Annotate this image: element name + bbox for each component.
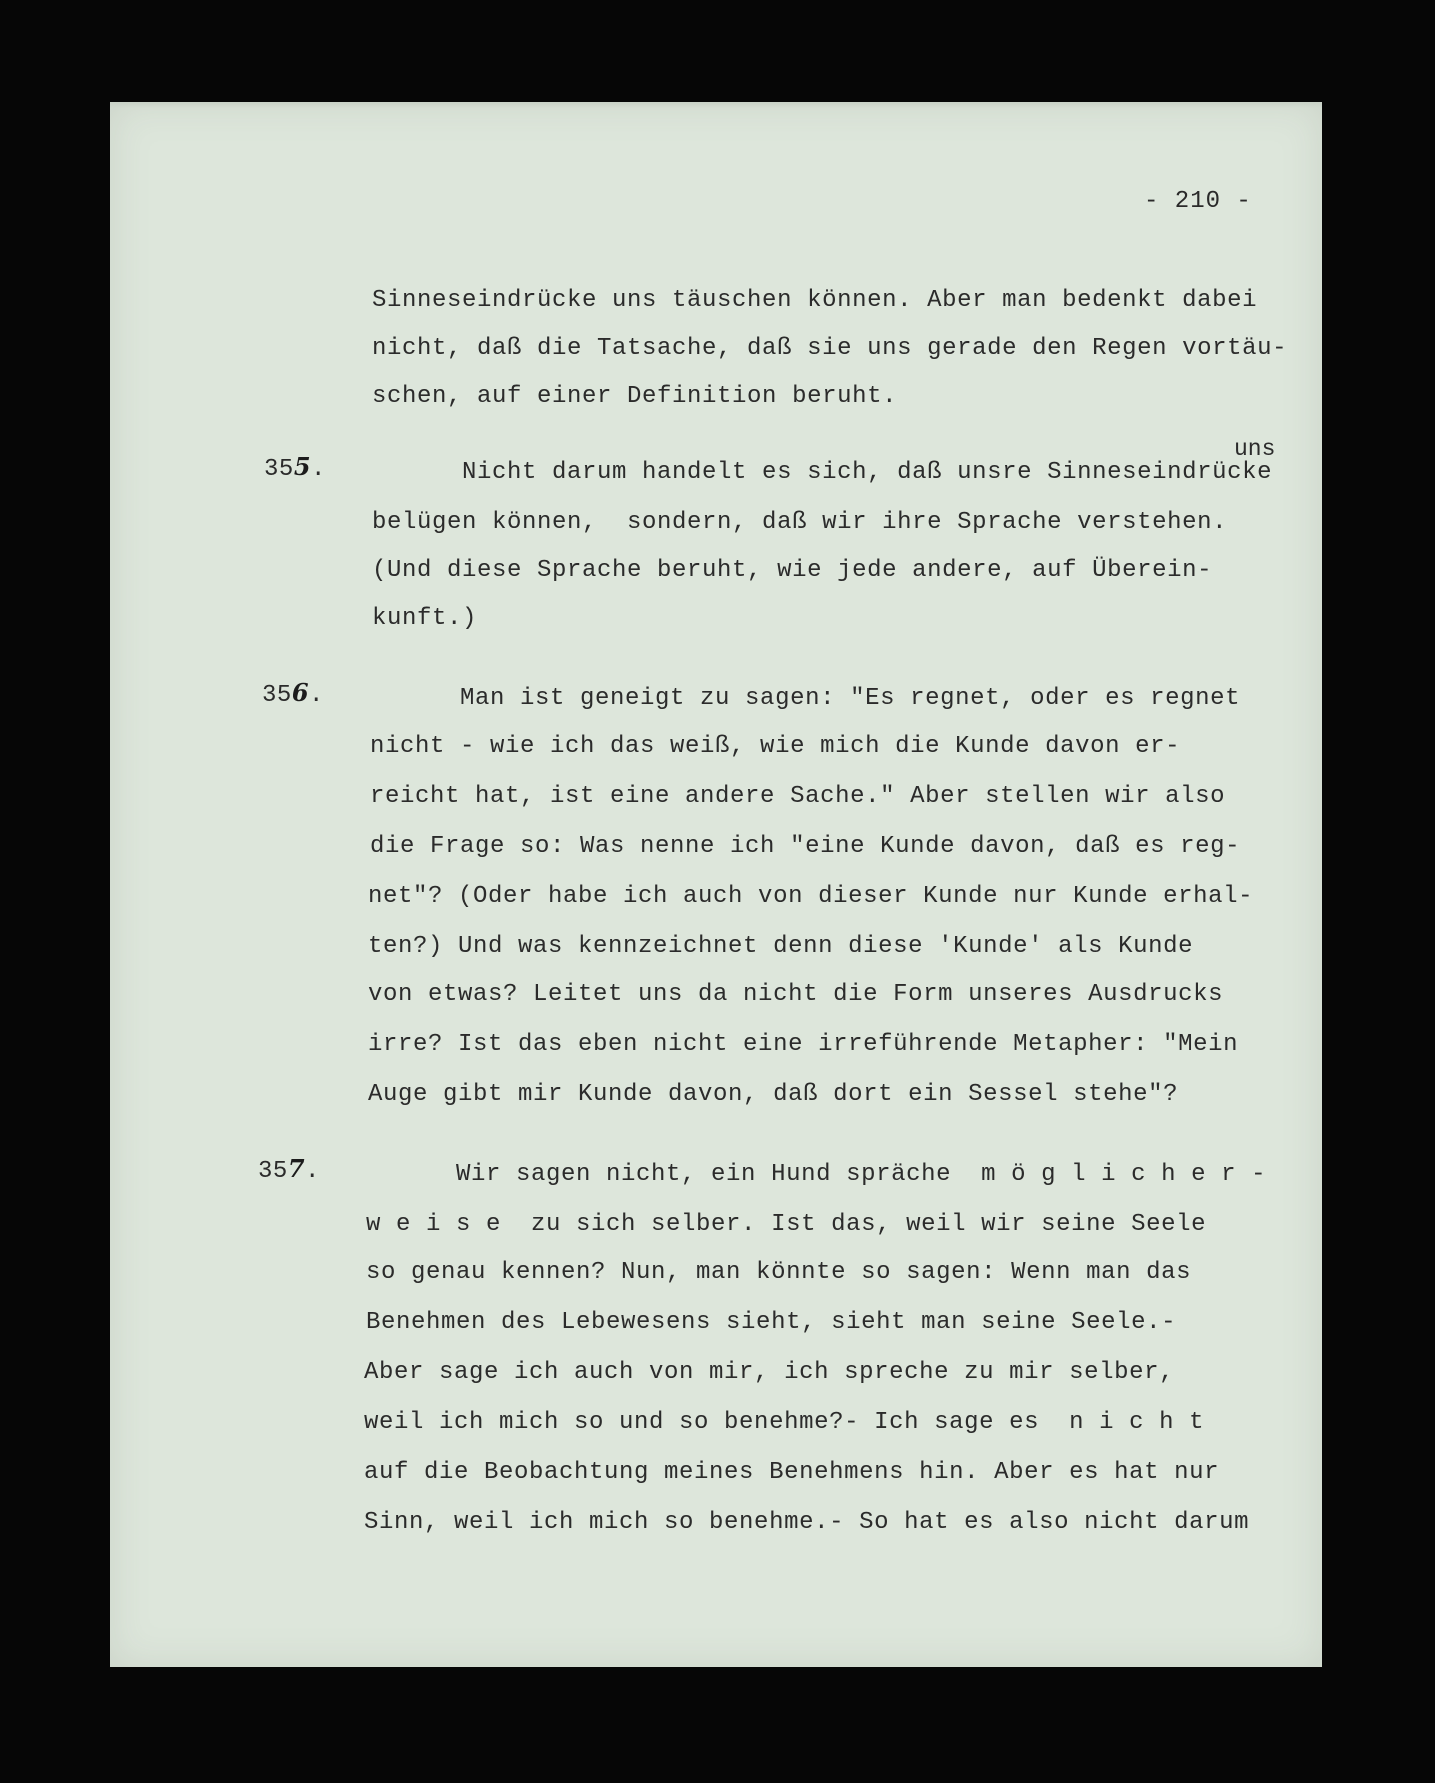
text-line: Sinneseindrücke uns täuschen können. Aber man bedenkt dabei	[372, 287, 1258, 314]
section-number	[264, 452, 326, 483]
handwritten-insertion: uns	[1234, 436, 1276, 462]
text-line: kunft.)	[372, 605, 478, 632]
text-line: ten?) Und was kennzeichnet denn diese 'Kunde' als Kunde	[368, 933, 1194, 960]
text-line: weil ich mich so und so benehme?- Ich sage es n i c h t	[364, 1409, 1205, 1436]
text-line: nicht, daß die Tatsache, daß sie uns gerade den Regen vortäu-	[372, 335, 1288, 362]
section-number-period: .	[305, 1158, 320, 1185]
section-number	[258, 1154, 320, 1185]
section-number-period: .	[311, 456, 326, 483]
page-number: - 210 -	[1144, 188, 1252, 215]
section-number-handwritten: 6	[291, 678, 310, 707]
text-line: nicht - wie ich das weiß, wie mich die Kunde davon er-	[370, 733, 1181, 760]
text-line: irre? Ist das eben nicht eine irreführende Metapher: "Mein	[368, 1031, 1239, 1058]
text-line: Aber sage ich auch von mir, ich spreche zu mir selber,	[364, 1359, 1175, 1386]
text-line: Auge gibt mir Kunde davon, daß dort ein Sessel stehe"?	[368, 1081, 1179, 1108]
text-line: auf die Beobachtung meines Benehmens hin. Aber es hat nur	[364, 1459, 1220, 1486]
text-line: (Und diese Sprache beruht, wie jede andere, auf Überein-	[372, 557, 1213, 584]
section-number-typed: 35	[258, 1158, 288, 1185]
section-number-handwritten: 7	[287, 1154, 306, 1183]
text-line: w e i s e zu sich selber. Ist das, weil wir seine Seele	[366, 1211, 1207, 1238]
section-number-typed: 35	[264, 456, 294, 483]
text-line: Wir sagen nicht, ein Hund spräche m ö g l i c h e r -	[366, 1161, 1267, 1188]
section-number	[262, 678, 324, 709]
text-line: schen, auf einer Definition beruht.	[372, 383, 898, 410]
section-number-typed: 35	[262, 682, 292, 709]
text-line: Sinn, weil ich mich so benehme.- So hat es also nicht darum	[364, 1509, 1250, 1536]
text-line: net"? (Oder habe ich auch von dieser Kunde nur Kunde erhal-	[368, 883, 1254, 910]
text-line: Man ist geneigt zu sagen: "Es regnet, oder es regnet	[370, 685, 1241, 712]
text-line: Benehmen des Lebewesens sieht, sieht man seine Seele.-	[366, 1309, 1177, 1336]
text-line: so genau kennen? Nun, man könnte so sagen: Wenn man das	[366, 1259, 1192, 1286]
text-line: reicht hat, ist eine andere Sache." Aber stellen wir also	[370, 783, 1226, 810]
section-number-handwritten: 5	[293, 452, 312, 481]
text-line: die Frage so: Was nenne ich "eine Kunde davon, daß es reg-	[370, 833, 1241, 860]
text-line: von etwas? Leitet uns da nicht die Form unseres Ausdrucks	[368, 981, 1224, 1008]
text-line: belügen können, sondern, daß wir ihre Sprache verstehen.	[372, 509, 1228, 536]
section-number-period: .	[309, 682, 324, 709]
text-line: Nicht darum handelt es sich, daß unsre Sinneseindrücke	[372, 459, 1273, 486]
